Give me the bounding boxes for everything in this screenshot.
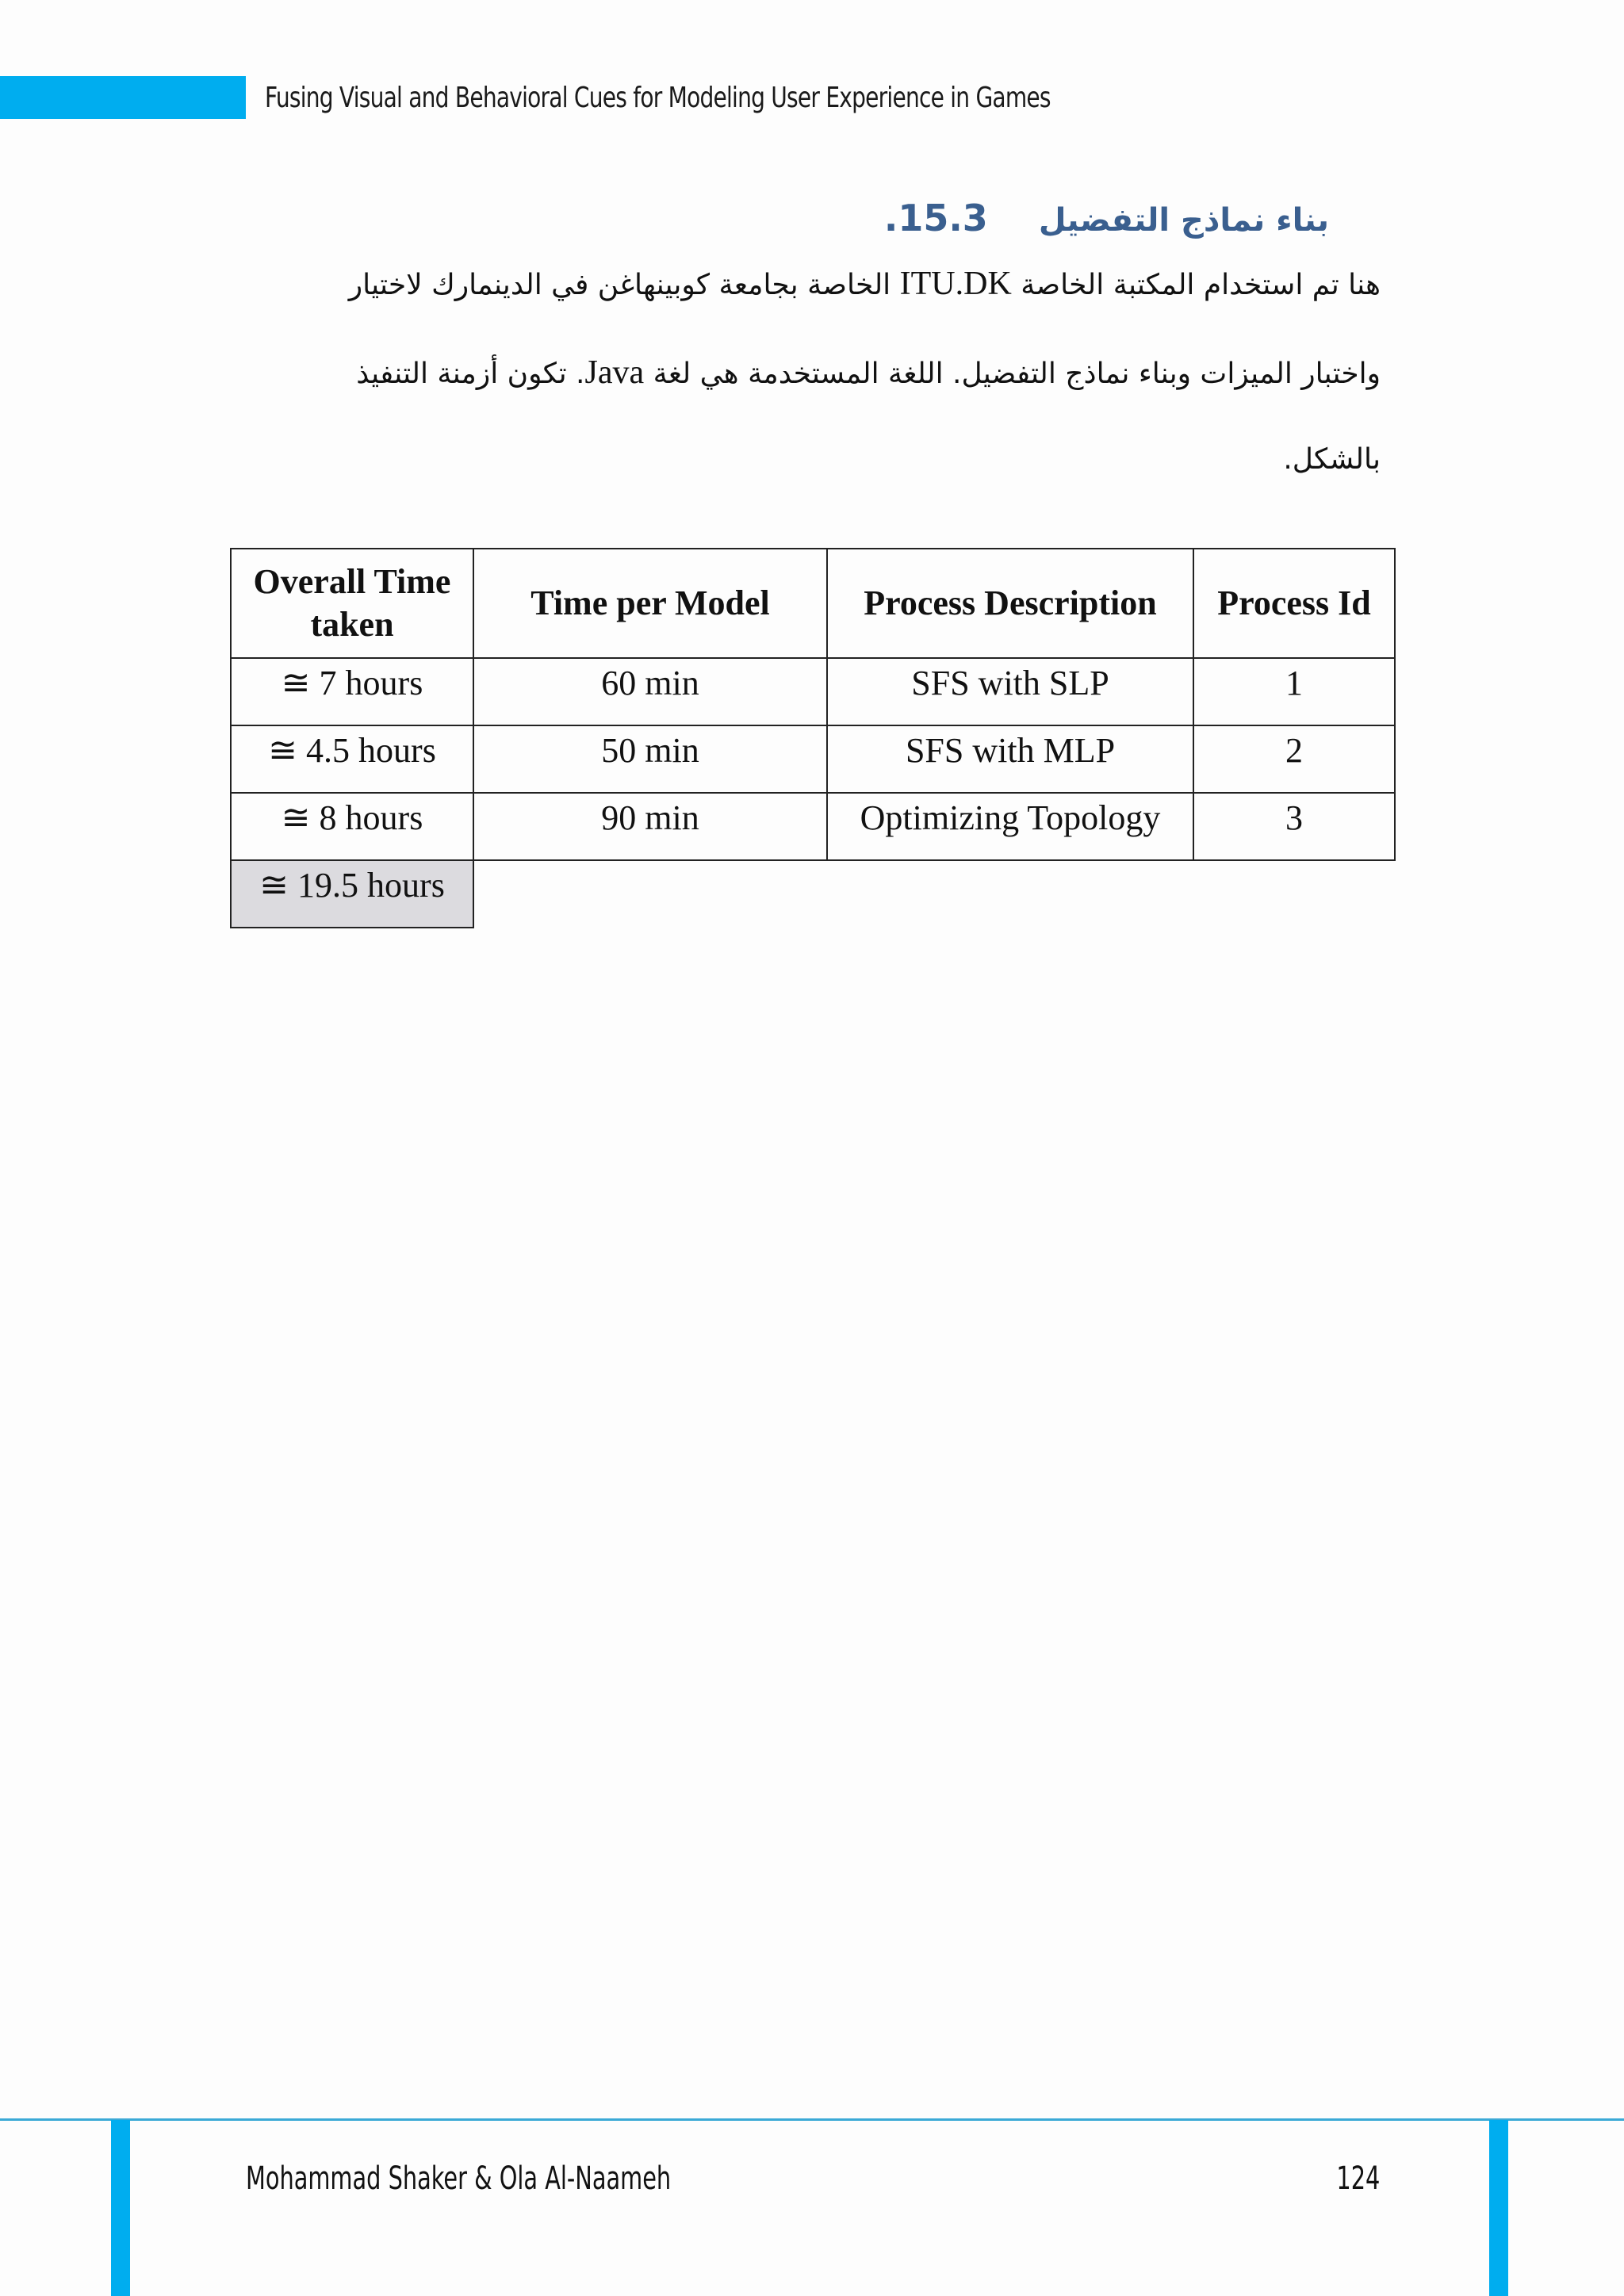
header-accent-bar xyxy=(0,76,246,119)
paragraph-text: الخاصة بجامعة كوبينهاغن في الدينمارك لاختيار xyxy=(348,269,891,301)
column-header-per-model: Time per Model xyxy=(473,549,827,658)
empty-cell xyxy=(1193,860,1395,928)
time-per-model-cell: 90 min xyxy=(473,793,827,860)
paragraph-text: . تكون أزمنة التنفيذ xyxy=(356,358,585,390)
paragraph-latin-term: Java xyxy=(584,354,645,391)
footer-authors: Mohammad Shaker & Ola Al-Naameh xyxy=(246,2160,672,2197)
column-header-id: Process Id xyxy=(1193,549,1395,658)
paragraph-latin-term: ITU.DK xyxy=(899,266,1012,302)
empty-cell xyxy=(473,860,827,928)
timing-table xyxy=(230,548,1396,928)
section-heading xyxy=(884,190,1329,248)
page-number: 124 xyxy=(1336,2160,1380,2197)
process-description-cell: SFS with SLP xyxy=(827,658,1193,725)
process-id-cell: 2 xyxy=(1193,725,1395,793)
section-number: .15.3 xyxy=(883,197,988,239)
footer-accent-bar-left xyxy=(111,2120,130,2296)
process-id-cell: 1 xyxy=(1193,658,1395,725)
process-id-cell: 3 xyxy=(1193,793,1395,860)
overall-time-cell: ≅ 4.5 hours xyxy=(231,725,473,793)
overall-time-cell: ≅ 7 hours xyxy=(231,658,473,725)
section-title: بناء نماذج التفضيل xyxy=(1038,202,1329,239)
process-description-cell: Optimizing Topology xyxy=(827,793,1193,860)
time-per-model-cell: 50 min xyxy=(473,725,827,793)
paragraph-line-2 xyxy=(356,349,1381,398)
column-header-description: Process Description xyxy=(827,549,1193,658)
table-total-row xyxy=(231,860,1395,928)
column-header-overall: Overall Time taken xyxy=(231,549,473,658)
paragraph-text: واختبار الميزات وبناء نماذج التفضيل. اللغة المستخدمة هي لغة xyxy=(653,358,1381,390)
paragraph-line-3: بالشكل. xyxy=(1283,443,1381,476)
footer-accent-bar-right xyxy=(1489,2120,1508,2296)
total-time-cell: ≅ 19.5 hours xyxy=(231,860,473,928)
time-per-model-cell: 60 min xyxy=(473,658,827,725)
table-row xyxy=(231,793,1395,860)
paragraph-line-1 xyxy=(349,260,1381,309)
overall-time-cell: ≅ 8 hours xyxy=(231,793,473,860)
running-title: Fusing Visual and Behavioral Cues for Modeling User Experience in Games xyxy=(265,82,1051,114)
paragraph-text: هنا تم استخدام المكتبة الخاصة xyxy=(1021,269,1381,301)
table-row xyxy=(231,725,1395,793)
footer-rule xyxy=(0,2118,1624,2121)
table-header-row xyxy=(231,549,1395,658)
table-row xyxy=(231,658,1395,725)
empty-cell xyxy=(827,860,1193,928)
process-description-cell: SFS with MLP xyxy=(827,725,1193,793)
